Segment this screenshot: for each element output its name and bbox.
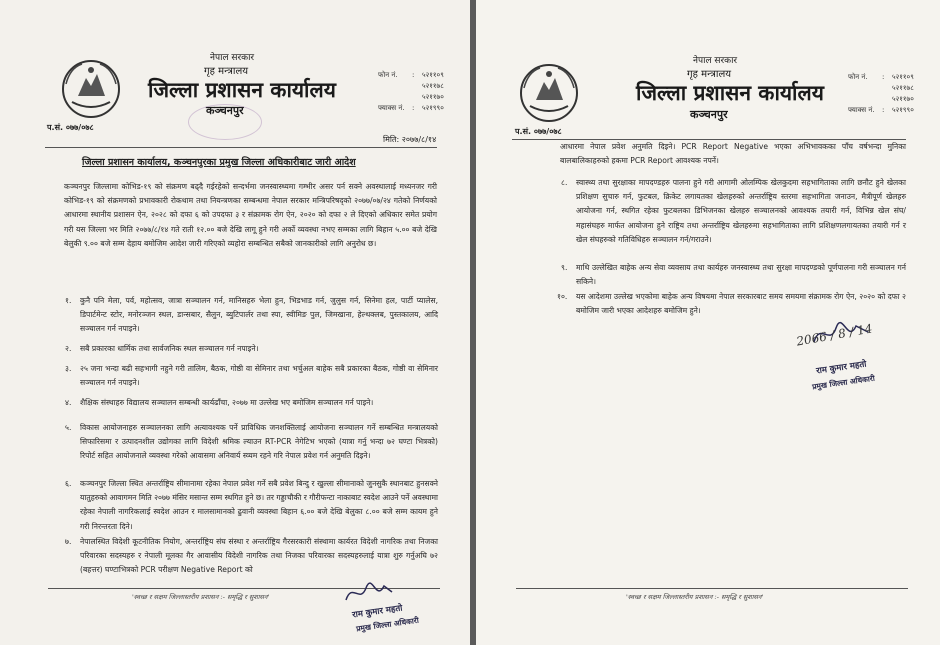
phone-number: ५२११७० bbox=[422, 93, 444, 101]
order-item-10: १०. यस आदेशमा उल्लेख भएकोमा बाहेक अन्य विषयमा नेपाल सरकारबाट समय समयमा संक्रामक रोग ऐन, २०२० को दफा २ बमोजिम जारी भएका आदेशहरु बमोजिम हुने। bbox=[557, 292, 906, 316]
fax-number: ५२१९९० bbox=[422, 104, 444, 112]
footer-divider bbox=[516, 588, 908, 589]
order-item-3: ३. २५ जना भन्दा बढी सहभागी नहुने गरी तालिम, बैठक, गोष्ठी वा सेमिनार तथा भर्चुअल बाहेक सबै प्रकारका बैठक, गोष्ठी वा सेमिनार सञ्चालन गर्न नपाइने। bbox=[65, 364, 438, 388]
fax-number: ५२१९९० bbox=[892, 106, 914, 114]
order-item-6: ६. कञ्चनपुर जिल्ला स्थित अन्तर्राष्ट्रिय सीमानामा रहेका नेपाल प्रवेश गर्ने सबै प्रवेश बिन्दु र खुल्ला सीमानाको जुनसुकै स्थानबाट हुनसक्ने यातुहरुको आवागमन मिति २०७७ मंसिर मसान्त सम्म स्थगित हुने छ। तर गड्डाचौकी र गौरीफन्टा नाकाबाट स्वदेश आउने पर्ने अवस्थामा रहेका नेपाली नागरिकलाई स्वदेश आउन र मालसामानको ढुवानी व्यवस्था बिहान ६.०० बजे देखि बेलुका ८.०० बजे सम्म कायम हुने गरी निरन्तरता दिने। bbox=[65, 479, 438, 531]
letterhead-district: कञ्चनपुर bbox=[690, 108, 728, 121]
continuation-paragraph: आधारमा नेपाल प्रवेश अनुमति दिइने। PCR Report Negative भएका अभिभावकका पाँच वर्षभन्दा मुनिका बालबालिकाहरुको हकमा PCR Report आवश्यक नपर्ने। bbox=[560, 142, 906, 166]
phone-label: फोन नं. bbox=[378, 71, 398, 79]
contact-numbers: फोन नं. : ५२११०९ ५२११७८ ५२११७० फ्याक्स नं. : ५२१९९० bbox=[848, 73, 914, 114]
nepal-emblem-icon bbox=[60, 58, 122, 120]
signer-title: प्रमुख जिल्ला अधिकारी bbox=[355, 615, 420, 634]
order-item-8: ८. स्वास्थ्य तथा सुरक्षाका मापदण्डहरु पालना हुने गरी आगामी ओलम्पिक खेलकुदमा सहभागिताका लागि छनौट हुने खेलका प्रशिक्षण सुचारु गर्न, फुटबल, क्रिकेट लगायतका खेलहरुको अन्तर्राष्ट्रिय स्तरमा सहभागिता जनाउन, मैत्रीपूर्ण खेलहरु आयोजना गर्न, स्थगित रहेका फुटबलका डिभिजनका खेलहरु सञ्चालनको आवश्यक तयारी गर्न, विभिन्न खेल संघ/महासंघहरु मार्फत आयोजना हुने राष्ट्रिय तथा अन्तर्राष्ट्रिय खेलहरुमा सहभागिताका लागि प्रशिक्षणलगायतका तयारी गर्न र खेल संघहरुको गतिविधिहरु सञ्चालन गर्न/गराउने। bbox=[561, 178, 906, 244]
phone-number: ५२११०९ bbox=[422, 71, 444, 79]
intro-paragraph: कञ्चनपुर जिल्लामा कोभिड-१९ को संक्रमण बढ्दै गईरहेको सन्दर्भमा जनस्वास्थ्यमा गम्भीर असर पर्न सक्ने अवस्थालाई मध्यनजर गरी कोभिड-१९ को संक्रमणको प्रभावकारी रोकथाम तथा नियन्त्रणका सम्बन्धमा नेपाल सरकार मन्त्रिपरिषद्को २०७७/०७/२४ गतेको निर्णयको आधारमा स्थानीय प्रशासन ऐन, २०२८ को दफा ६ को उपदफा ३ र संक्रामक रोग ऐन, २०२० को दफा २ ले दिएको अधिकार समेत प्रयोग गरी यस जिल्ला भर मिति २०७७/८/१४ गते राती १२.०० बजे देखि लागू हुने गरी अर्को व्यवस्था नभए सम्मका लागि बिहान ५.०० बजे देखि बेलुकी ९.०० बजे सम्म देहाय बमोजिम आदेश जारी गरिएको व्यहोरा सम्बन्धित सबैको जानकारीको लागि अनुरोध छ। bbox=[64, 182, 437, 248]
order-item-2: २. सबै प्रकारका धार्मिक तथा सार्वजनिक स्थल सञ्चालन गर्न नपाइने। bbox=[65, 344, 259, 353]
order-item-4: ४. शैक्षिक संस्थाहरु विद्यालय सञ्चालन सम्बन्धी कार्यढाँचा, २०७७ मा उल्लेख भए बमोजिम सञ्चालन गर्न पाइने। bbox=[65, 398, 374, 407]
document-page-2 bbox=[476, 0, 940, 645]
reference-number: प.सं. ०७७/०७८ bbox=[47, 123, 94, 132]
letterhead-district: कञ्चनपुर bbox=[206, 104, 244, 117]
letter-date: मिति: २०७७/८/१४ bbox=[383, 135, 437, 144]
order-item-9: ९. माथि उल्लेखित बाहेक अन्य सेवा व्यवसाय तथा कार्यहरु जनस्वास्थ्य तथा सुरक्षा मापदण्डको पूर्णपालना गरी सञ्चालन गर्न सकिने। bbox=[561, 263, 906, 287]
order-item-7: ७. नेपालस्थित विदेशी कूटनीतिक नियोग, अन्तर्राष्ट्रिय संघ संस्था र अन्तर्राष्ट्रिय गैरसरकारी संस्थामा कार्यरत विदेशी नागरिक तथा निजका परिवारका सदस्यहरु र नेपाली मूलका गैर आवासीय विदेशी नागरिक तथा निजका परिवारका सदस्यहरुलाई यात्रा शुरु गर्नुअघि ७२ (बहत्तर) घण्टाभित्रको PCR परीक्षण Negative Report को bbox=[65, 537, 438, 575]
order-item-5: ५. विकास आयोजनाहरु सञ्चालनका लागि अत्यावश्यक पर्ने प्राविधिक जनशक्तिलाई आयोजना सञ्चालन गर्ने सम्बन्धित मन्त्रालयको सिफारिसमा र उत्पादनशील उद्योगका लागि विदेशी श्रमिक ल्याउन RT-PCR नेगेटिभ भएको (यात्रा गर्नु भन्दा ७२ घण्टा भित्रको) रिपोर्ट सहित आयोजनाले व्यवस्था गरेको आवासमा अनिवार्य स्व्यम रहने गरि नेपाल प्रवेश गर्न अनुमति दिइने। bbox=[65, 423, 438, 461]
phone-number: ५२११०९ bbox=[892, 73, 914, 81]
nepal-emblem-icon bbox=[518, 62, 580, 124]
footer-slogan: 'स्वच्छ र सक्षम जिल्लास्तरीय प्रशासन :- समृद्धि र सुशासन' bbox=[626, 593, 764, 601]
phone-number: ५२११७८ bbox=[892, 84, 914, 92]
signer-name: राम कुमार महतो bbox=[351, 603, 404, 621]
signer-name: राम कुमार महतो bbox=[815, 359, 868, 377]
header-divider bbox=[45, 147, 437, 148]
letterhead-government: नेपाल सरकार bbox=[693, 56, 738, 66]
letter-subject: जिल्ला प्रशासन कार्यालय, कञ्चनपुरका प्रमुख जिल्ला अधिकारीबाट जारी आदेश bbox=[82, 157, 356, 168]
phone-label: फोन नं. bbox=[848, 73, 868, 81]
letterhead-office: जिल्ला प्रशासन कार्यालय bbox=[636, 81, 824, 105]
fax-label: फ्याक्स नं. bbox=[378, 104, 405, 112]
contact-numbers: फोन नं. : ५२११०९ ५२११७८ ५२११७० फ्याक्स नं. : ५२१९९० bbox=[378, 71, 444, 112]
signature-date: 2066 / 8 / 14 bbox=[795, 321, 874, 349]
letterhead-office: जिल्ला प्रशासन कार्यालय bbox=[148, 78, 336, 102]
office-stamp bbox=[188, 104, 262, 140]
signer-title: प्रमुख जिल्ला अधिकारी bbox=[811, 373, 876, 392]
letterhead-ministry: गृह मन्त्रालय bbox=[687, 69, 732, 80]
order-item-1: १. कुनै पनि मेला, पर्व, महोत्सव, जात्रा सञ्चालन गर्न, मानिसहरु भेला हुन, भिडभाड गर्न, जुलुस गर्न, सिनेमा हल, पार्टी प्यालेस, डिपार्टमेन्ट स्टोर, मनोरञ्जन स्थल, डान्सबार, सैलुन, ब्युटिपार्लर तथा स्पा, स्वीमिङ पुल, जिमखाना, हेल्थक्लब, पुस्तकालय, आदि सञ्चालन गर्न नपाइने। bbox=[65, 296, 438, 334]
phone-number: ५२११७८ bbox=[422, 82, 444, 90]
letterhead-ministry: गृह मन्त्रालय bbox=[204, 66, 249, 77]
reference-number: प.सं. ०७७/०७८ bbox=[515, 127, 562, 136]
phone-number: ५२११७० bbox=[892, 95, 914, 103]
footer-slogan: 'स्वच्छ र सक्षम जिल्लास्तरीय प्रशासन :- समृद्धि र सुशासन' bbox=[132, 593, 270, 601]
fax-label: फ्याक्स नं. bbox=[848, 106, 875, 114]
letterhead-government: नेपाल सरकार bbox=[210, 53, 255, 63]
